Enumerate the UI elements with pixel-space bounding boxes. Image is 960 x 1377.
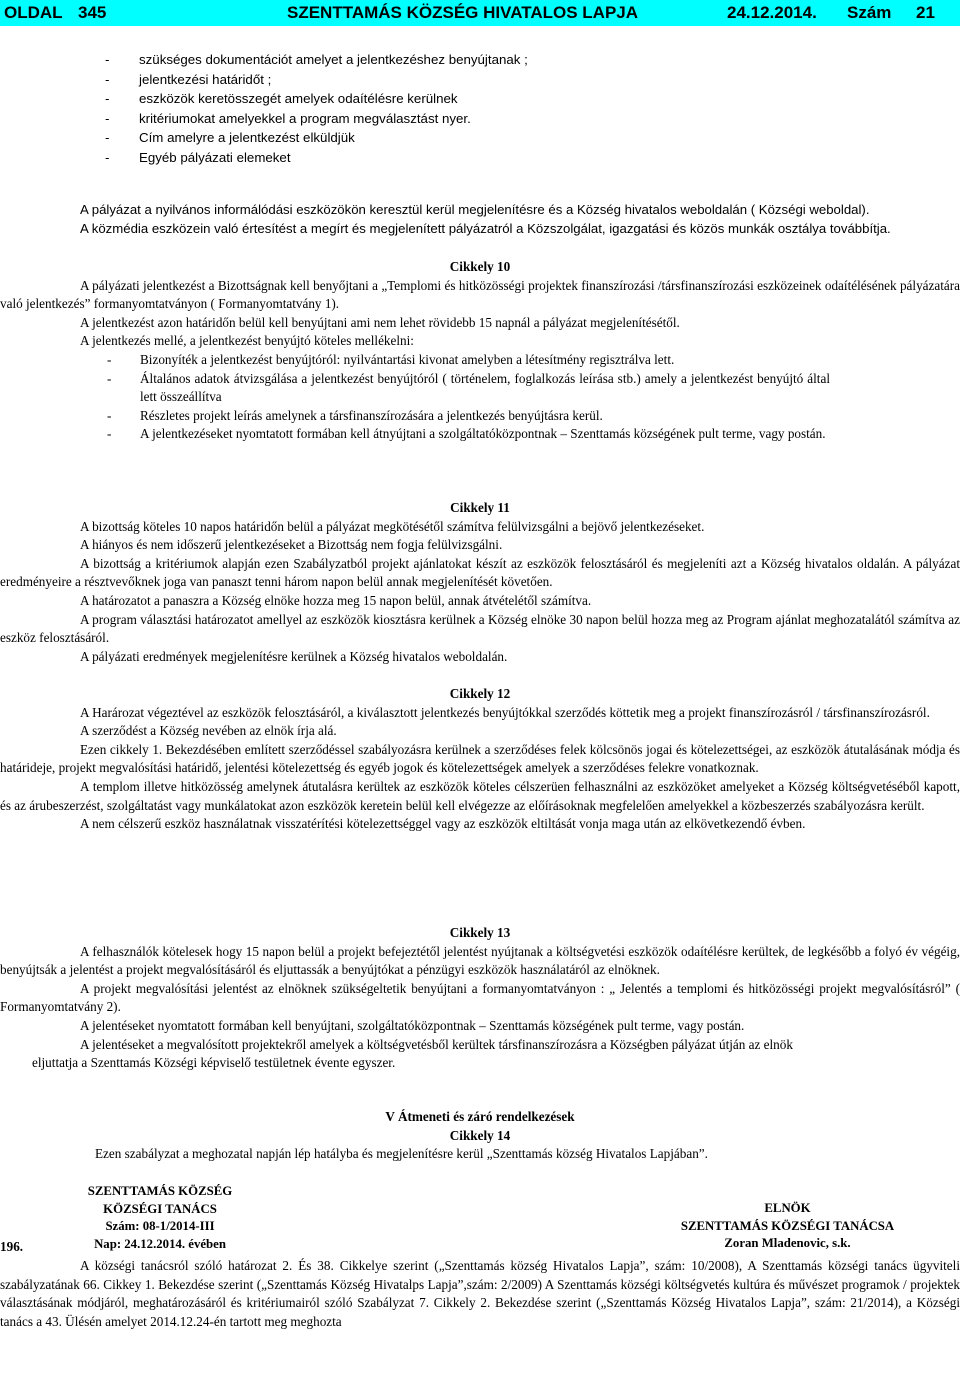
paragraph: A Harározat végeztével az eszközök felosztásáról, a kiválasztott jelentkezés benyújtókkal szerződés köttetik meg a projekt finanszírozásról / társfinanszírozásról.: [80, 704, 930, 720]
paragraph: A határozatot a panaszra a Község elnöke hozza meg 15 napon belül, annak átvételétől számítva.: [80, 592, 592, 608]
paragraph: A jelentkezést azon határidőn belül kell benyújtani ami nem lehet rövidebb 15 napnál a pályázat megjelenítésétől.: [80, 314, 680, 330]
article-title: Cikkely 10: [449, 259, 511, 274]
sig-line: SZENTTAMÁS KÖZSÉG: [87, 1184, 233, 1198]
paragraph: A bizottság a kritériumok alapján ezen Szabályzatból projekt ajánlatokat készít az eszközök felosztásáról és megjeleníti azt a Község hivatalos oldalán. A pályázat eredményeire a résztvevőknek joga van panaszt tenni három napon belül annak megjelenítését követően.: [0, 555, 960, 590]
article-title: Cikkely 11: [450, 500, 510, 515]
paragraph: A pályázat a nyilvános informálódási eszközökön keresztül kerül megjelenítésre és a Község hivatalos weboldalán ( Községi weboldal).: [80, 202, 870, 217]
intro-section: [0, 201, 960, 238]
item-196-text: [0, 1257, 960, 1331]
sig-line: ELNÖK: [764, 1201, 811, 1215]
sig-line: Nap: 24.12.2014. évében: [94, 1236, 226, 1251]
paragraph: A bizottság köteles 10 napos határidőn belül a pályázat megkötésétől számítva felülvizsgálni a bejövő jelentkezéseket.: [80, 518, 705, 534]
paragraph: A templom illetve hitközösség amelynek átutalásra kerültek az eszközök köteles célszerüen felhasználni az eszközöket amelyeket a Község költségvetéséből kapott, és az árubeszerzést, szolgáltatást vagy munkálatokat azon eszközök keretein belül kell elvégezze az előírásoknak megfelelően amelyekkel a közbeszerzés szabályozásra került.: [0, 778, 960, 813]
requirements-list: [105, 50, 705, 168]
header-oldal: OLDAL: [4, 3, 63, 22]
article-title: Cikkely 12: [449, 686, 511, 701]
header-publication: SZENTTAMÁS KÖZSÉG HIVATALOS LAPJA: [287, 3, 639, 22]
sig-line: KÖZSÉGI TANÁCS: [103, 1201, 217, 1216]
cikkely-11: [0, 499, 960, 666]
list-item: - Általános adatok átvizsgálása a jelentkezést benyújtóról ( történelem, foglalkozás leírása stb.) amely a jelentkezést benyújtó által lett összeállítva: [107, 370, 830, 407]
section-title: V Átmeneti és záró rendelkezések: [385, 1109, 575, 1124]
paragraph: A szerződést a Község nevében az elnök írja alá.: [80, 723, 337, 739]
article-title: Cikkely 14: [449, 1127, 511, 1143]
list-item: - Egyéb pályázati elemeket: [105, 148, 705, 168]
paragraph: eljuttatja a Szenttamás Községi képviselő testületnek évente egyszer.: [32, 1055, 396, 1071]
paragraph: Ezen cikkely 1. Bekezdésében említett szerződéssel szabályozásra kerülnek a szerződéses felek kölcsönös jogai és kötelezettségei, az eszközök átutalásának módja és határideje, projekt megvalósítási határidő, jelentési kötelezettség és egyéb jogok és kötelezettségek amelyek a szerződéses felekre vonatkoznak.: [0, 741, 960, 776]
list-item: - Bizonyíték a jelentkezést benyújtóról: nyilvántartási kivonat amelyben a létesítmény regisztrálva lett.: [107, 351, 830, 370]
cikkely-12: [0, 685, 960, 834]
list-item: - kritériumokat amelyekkel a program megválasztást nyer.: [105, 109, 705, 129]
list-item: - Részletes projekt leírás amelynek a társfinanszírozására a jelentkezés benyújtásra kerül.: [107, 407, 830, 426]
header-page-number: 345: [78, 3, 107, 22]
paragraph: A program választási határozatot amellyel az eszközök kiosztásra kerülnek a Község elnöke 30 napon belül hozza meg az Program ajánlat meghozatalától számítva az eszköz felosztásáról.: [0, 611, 960, 646]
cikkely-13: [0, 924, 960, 1073]
paragraph: A jelentéseket nyomtatott formában kell benyújtani, szolgáltatóközpontnak – Szenttamás községének pult terme, vagy postán.: [80, 1017, 745, 1033]
item-number: [0, 1238, 960, 1257]
sig-line: Szám: 08-1/2014-III: [105, 1219, 215, 1233]
sig-line: SZENTTAMÁS KÖZSÉGI TANÁCSA: [680, 1218, 895, 1233]
list-item: - eszközök keretösszegét amelyek odaítélésre kerülnek: [105, 89, 705, 109]
cikkely-10: [0, 258, 960, 444]
paragraph: A jelentéseket a megvalósított projektekről amelyek a költségvetésből kerültek társfinanszírozásra a Községben pályázat útján az elnök: [80, 1036, 793, 1052]
paragraph: A nem célszerű eszköz használatnak visszatérítési kötelezettséggel vagy az eszközök eltiltását vonja maga után az elkövetkezendő évben.: [80, 816, 806, 832]
paragraph: A községi tanácsról szóló határozat 2. És 38. Cikkelye szerint („Szenttamás község Hivatalos Lapja”, szám: 10/2008), A Szenttamás községi tanács ügyviteli szabályzatának 66. Cikkey 1. Bekezdése szerint („Szenttamás Község Hivatalps Lapja”,szám: 2/2009) A Szenttamás községi költségvetés kultúra és művészet programok / projektek választásának módjáról, meghatározásáról és kritériumairól szóló Szabályzat 7. Cikkely 2. Bekezdése szerint („Szenttamás Község Hivatalos Lapja”, szám: 21/2014), a Községi tanács a 43. Ülésén amelyet 2014.12.24-én tartott meg meghozta: [0, 1258, 960, 1329]
list-item: - jelentkezési határidőt ;: [105, 70, 705, 90]
paragraph: A közmédia eszközein való értesítést a megírt és megjelenített pályázatról a Közszolgálat, igazgatási és közös munkák osztálya továbbítja.: [80, 220, 891, 236]
list-item: - Cím amelyre a jelentkezést elküldjük: [105, 128, 705, 148]
article-title: Cikkely 13: [449, 925, 511, 940]
page-header: [0, 0, 960, 26]
header-szam-label: Szám: [847, 3, 892, 22]
paragraph: A felhasználók kötelesek hogy 15 napon belül a projekt befejeztétől jelentést nyújtanak a költségvetési eszközök odaítélésre kerültek, de legkésőbb a folyó év végéig, benyújtsák a jelentést a projekt megvalósításáról és eljuttassák a benyújtókat a pénzügyi eszközök használatáról az elnöknek.: [0, 943, 960, 978]
item-number-label: 196.: [0, 1239, 24, 1254]
section-v: [0, 1108, 960, 1164]
list-item: - A jelentkezéseket nyomtatott formában kell átnyújtani a szolgáltatóközpontnak – Szenttamás községének pult terme, vagy postán.: [107, 425, 830, 444]
header-szam-number: 21: [916, 3, 935, 22]
paragraph: A projekt megvalósítási jelentést az elnöknek szükségeltetik benyújtani a formanyomtatványon : „ Jelentés a templomi és hitközösségi projekt megvalósításról” ( Formanyomtatvány 2).: [0, 980, 960, 1015]
list-item: - szükséges dokumentációt amelyet a jelentkezéshez benyújtanak ;: [105, 50, 705, 70]
sig-line: Zoran Mladenovic, s.k.: [724, 1236, 851, 1250]
paragraph: A hiányos és nem időszerű jelentkezéseket a Bizottság nem fogja felülvizsgálni.: [80, 537, 503, 553]
paragraph: Ezen szabályzat a meghozatal napján lép hatályba és megjelenítésre kerül „Szenttamás község Hivatalos Lapjában”.: [95, 1146, 708, 1162]
header-date: 24.12.2014.: [727, 3, 817, 22]
paragraph: A jelentkezés mellé, a jelentkezést benyújtó köteles mellékelni:: [80, 333, 414, 349]
paragraph: A pályázati eredmények megjelenítésre kerülnek a Község hivatalos weboldalán.: [80, 648, 508, 664]
paragraph: A pályázati jelentkezést a Bizottságnak kell benyőjtani a „Templomi és hitközösségi projektek finanszírozási /társfinanszírozási eszközeinek odaítélésének pályázatára való jelentkezés” formanyomtatványon ( Formanyomtatvány 1).: [0, 277, 960, 312]
